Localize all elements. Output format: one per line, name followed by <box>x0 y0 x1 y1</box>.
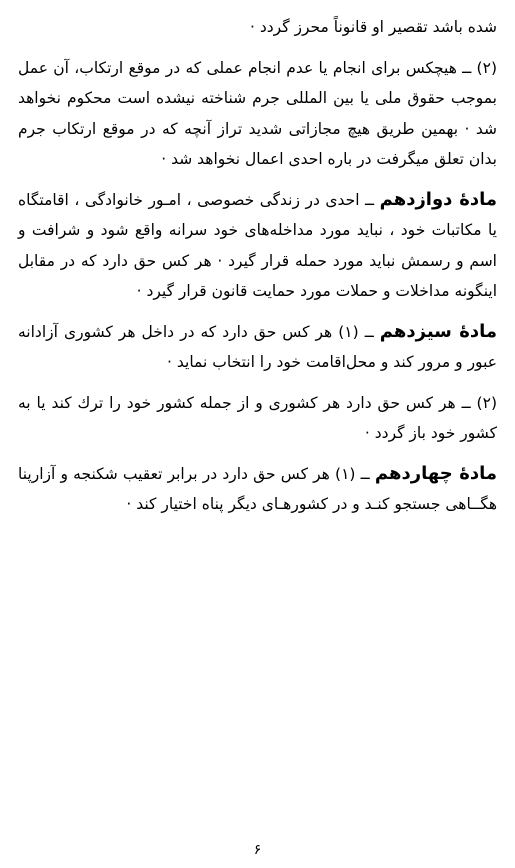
article-14 <box>18 459 497 520</box>
article-13-title: مادهٔ سیزدهم <box>379 320 497 342</box>
article-14-text: ــ (۱) هر کس حق دارد در برابر تعقیب شکنجه و آزارپنا هگــاهی جستجو کنـد و در کشورهـای دیگر پناه اختیار کند · <box>18 464 497 513</box>
article-13-clause-2 <box>18 388 497 449</box>
paragraph-text: (۲) ــ هیچکس برای انجام یا عدم انجام عملی که در موقع ارتکاب، آن عمل بموجب حقوق ملی یا بین المللی جرم شناخته نیشده است محکوم نخواهد شد · بهمین طریق هیچ مجازاتی شدید تراز آنچه که در موقع ارتکاب جرم بدان تعلق میگرفت در باره احدی اعمال نخواهد شد · <box>18 58 497 168</box>
article-12 <box>18 185 497 307</box>
article-12-title: مادهٔ دوازدهم <box>379 188 498 210</box>
page-number: ۶ <box>253 842 262 858</box>
article-12-text: ــ احدی در زندگی خصوصی ، امـور خانوادگی ، اقامتگاه یا مکاتبات خود ، نباید مورد مداخله‌های خود سرانه واقع شود و شرافت و اسم و رسمش نباید مورد حمله قرار گیرد · هر کس حق دارد که در مقابل اینگونه مداخلات و حملات مورد حمایت قانون قرار گیرد · <box>18 190 497 300</box>
paragraph-clause-2 <box>18 53 497 175</box>
paragraph-text: (۲) ــ هر کس حق دارد هر کشوری و از جمله کشور خود را ترك کند یا به کشور خود باز گردد · <box>18 393 497 442</box>
paragraph-continuation <box>18 12 497 43</box>
article-13 <box>18 317 497 378</box>
article-13-text: ــ (۱) هر کس حق دارد که در داخل هر کشوری آزادانه عبور و مرور کند و محل‌اقامت خود را انتخاب نماید · <box>18 322 497 371</box>
article-14-title: مادهٔ چهاردهم <box>374 462 498 484</box>
paragraph-text: شده باشد تقصیر او قانوناً محرز گردد · <box>249 18 497 36</box>
